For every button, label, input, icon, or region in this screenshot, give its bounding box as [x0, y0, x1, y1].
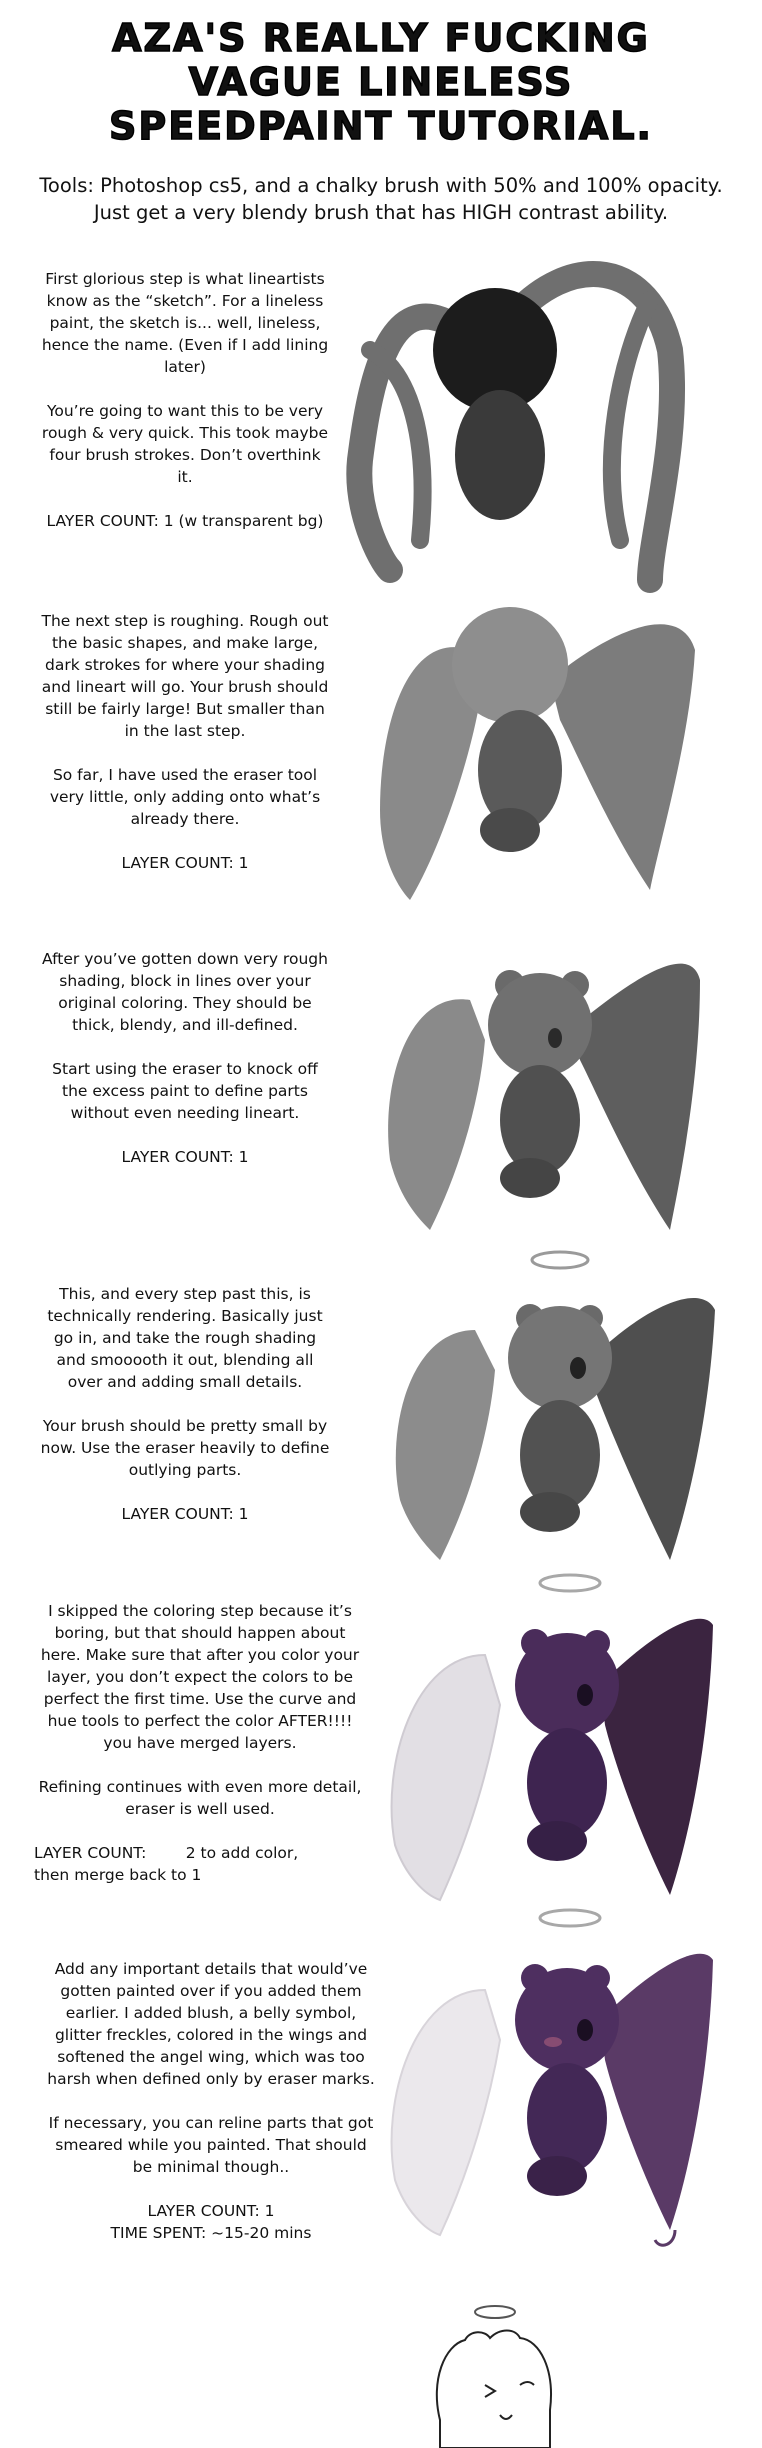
step-5-paragraph-2: Refining continues with even more detail, eraser is well used.	[38, 1778, 362, 1818]
step-5-head	[515, 1633, 619, 1737]
step-4-right-wing	[590, 1298, 715, 1560]
step-1-paragraph-1: First glorious step is what lineartists know as the “sketch”. For a lineless paint, the sketch is... well, lineless, hence the name. (Even if I add lining later)	[41, 270, 329, 376]
step-3-right-wing	[570, 964, 700, 1230]
step-6-final-illustration	[375, 1900, 715, 2240]
step-4-layer-count: LAYER COUNT: 1	[121, 1505, 249, 1523]
step-3-paragraph-2: Start using the eraser to knock off the excess paint to define parts without even needing lineart.	[52, 1060, 318, 1122]
step-4-legs	[520, 1492, 580, 1532]
step-4-render-illustration	[380, 1240, 720, 1570]
step-5-body	[527, 1728, 607, 1838]
step-4-paragraph-1: This, and every step past this, is technically rendering. Basically just go in, and take the rough shading and smooooth it out, blending all over and adding small details.	[47, 1285, 323, 1391]
doodle-mouth	[500, 2415, 512, 2419]
step-2-paragraph-2: So far, I have used the eraser tool very little, only adding onto what’s already there.	[49, 766, 321, 828]
bottom-doodle	[420, 2300, 580, 2448]
step-6-halo	[540, 1910, 600, 1926]
step-6-paragraph-2: If necessary, you can reline parts that got smeared while you painted. That should be minimal though..	[48, 2114, 374, 2176]
step-3-lines-illustration	[370, 920, 710, 1240]
step-6-body	[527, 2063, 607, 2173]
step-3-text	[40, 948, 330, 1168]
step-6-layer-count: LAYER COUNT: 1	[147, 2202, 275, 2220]
step-5-halo	[540, 1575, 600, 1591]
step-4-paragraph-2: Your brush should be pretty small by now. Use the eraser heavily to define outlying parts.	[40, 1417, 330, 1479]
step-2-paragraph-1: The next step is roughing. Rough out the basic shapes, and make large, dark strokes for where your shading and lineart will go. Your brush should still be fairly large! But smaller than in the last step.	[41, 612, 329, 740]
tools-line-2: Just get a very blendy brush that has HIGH contrast ability.	[93, 201, 669, 224]
step-2-layer-count: LAYER COUNT: 1	[121, 854, 249, 872]
page-title	[0, 16, 762, 148]
step-5-layer-count-line-2: then merge back to 1	[34, 1866, 202, 1884]
step-6-text	[46, 1958, 376, 2244]
step-1-layer-count: LAYER COUNT: 1 (w transparent bg)	[46, 512, 324, 530]
step-5-color-illustration	[375, 1565, 715, 1905]
step-5-demon-wing	[600, 1619, 713, 1895]
step-6-legs	[527, 2156, 587, 2196]
step-2-legs	[480, 808, 540, 852]
step-3-legs	[500, 1158, 560, 1198]
step-6-blush	[544, 2037, 562, 2047]
step-3-left-wing	[388, 999, 485, 1230]
title-line-3: SPEEDPAINT TUTORIAL.	[108, 104, 653, 148]
step-6-tail	[655, 2230, 675, 2245]
step-3-head	[488, 973, 592, 1077]
step-2-rough-illustration	[360, 590, 700, 910]
step-1-right-wing-inner	[612, 300, 650, 540]
step-4-left-wing	[396, 1330, 495, 1560]
title-line-1: AZA'S REALLY FUCKING	[112, 16, 650, 60]
step-2-text	[40, 610, 330, 874]
step-5-legs	[527, 1821, 587, 1861]
step-2-head	[452, 607, 568, 723]
step-5-eye	[577, 1684, 593, 1706]
tools-description	[20, 172, 742, 226]
step-3-body	[500, 1065, 580, 1175]
step-3-paragraph-1: After you’ve gotten down very rough shading, block in lines over your original coloring. They should be thick, blendy, and ill-defined.	[42, 950, 328, 1034]
step-5-layer-count-line-1: LAYER COUNT: 2 to add color,	[34, 1844, 299, 1862]
tools-line-1: Tools: Photoshop cs5, and a chalky brush with 50% and 100% opacity.	[39, 174, 723, 197]
doodle-eye-right	[520, 2382, 534, 2385]
step-1-paragraph-2: You’re going to want this to be very rough & very quick. This took maybe four brush strokes. Don’t overthink it.	[41, 402, 329, 486]
step-6-demon-wing	[600, 1954, 713, 2230]
step-6-head	[515, 1968, 619, 2072]
step-4-head	[508, 1306, 612, 1410]
doodle-halo	[475, 2306, 515, 2318]
step-5-angel-wing	[392, 1655, 500, 1900]
step-4-text	[40, 1283, 330, 1525]
step-3-eye	[548, 1028, 562, 1048]
step-5-paragraph-1: I skipped the coloring step because it’s boring, but that should happen about here. Make sure that after you color your layer, you don’t expect the colors to be perfect the first time. Use the curve and hue tools to perfect the color AFTER!!!! you have merged layers.	[40, 1602, 360, 1752]
step-1-sketch-illustration	[350, 240, 680, 600]
step-5-text	[34, 1600, 366, 1886]
step-6-paragraph-1: Add any important details that would’ve gotten painted over if you added them earlier. I added blush, a belly symbol, glitter freckles, colored in the wings and softened the angel wing, which was too harsh when defined only by eraser marks.	[47, 1960, 375, 2088]
doodle-eye-left	[485, 2385, 495, 2397]
step-4-halo	[532, 1252, 588, 1268]
step-6-eye	[577, 2019, 593, 2041]
step-4-eye	[570, 1357, 586, 1379]
step-2-right-wing	[550, 624, 695, 890]
step-1-body-blob	[455, 390, 545, 520]
step-6-time-spent: TIME SPENT: ~15-20 mins	[110, 2224, 312, 2242]
title-line-2: VAGUE LINELESS	[188, 60, 574, 104]
step-6-angel-wing	[392, 1990, 500, 2235]
step-3-layer-count: LAYER COUNT: 1	[121, 1148, 249, 1166]
step-1-text	[40, 268, 330, 532]
